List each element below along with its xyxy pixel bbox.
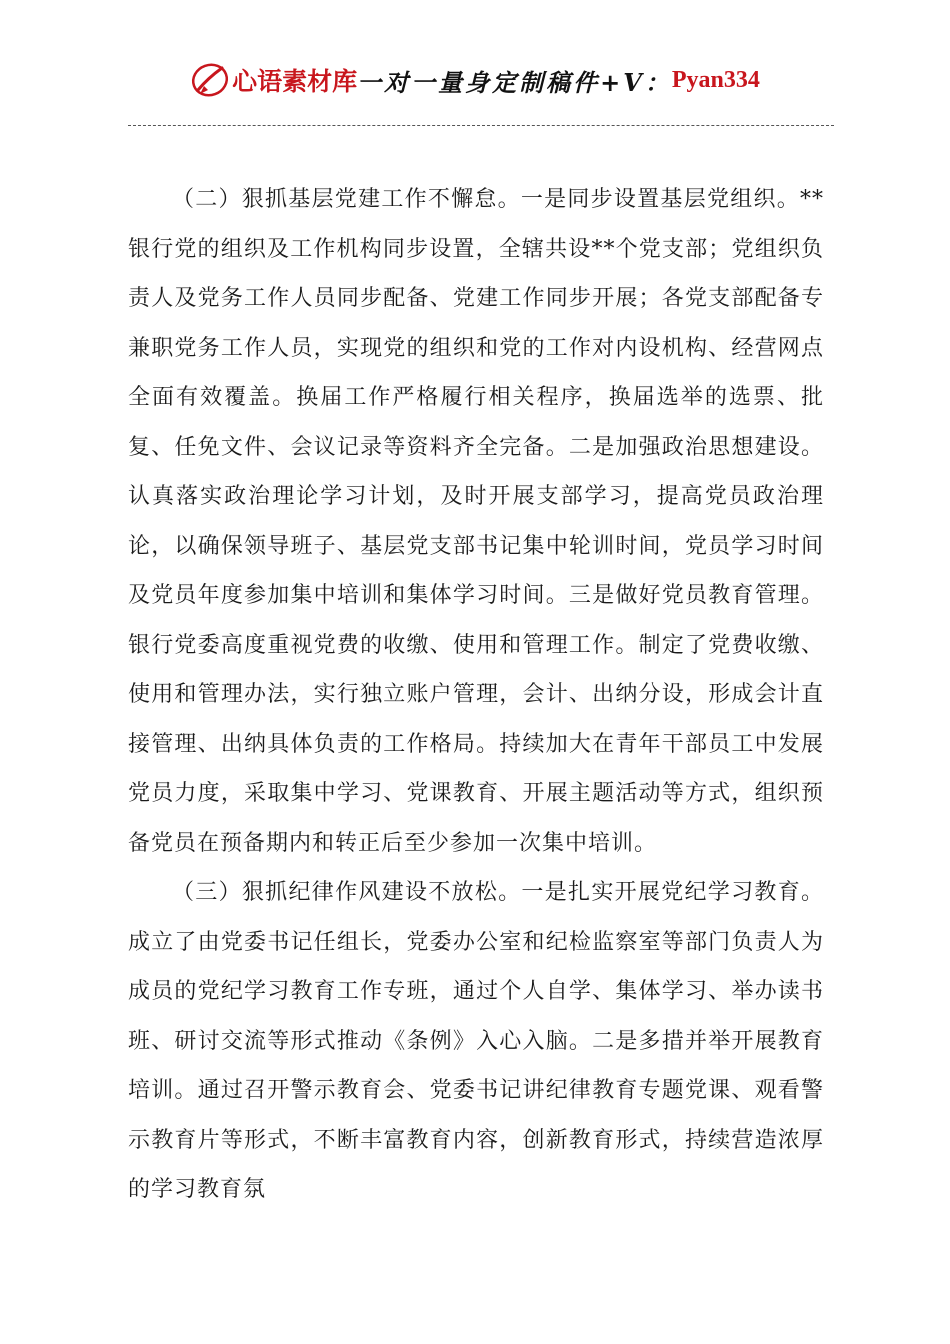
- paragraph-section-2: （二）狠抓基层党建工作不懈怠。一是同步设置基层党组织。**银行党的组织及工作机构同步设置，全辖共设**个党支部；党组织负责人及党务工作人员同步配备、党建工作同步开展；各党支部配备专兼职党务工作人员，实现党的组织和党的工作对内设机构、经营网点全面有效覆盖。换届工作严格履行相关程序，换届选举的选票、批复、任免文件、会议记录等资料齐全完备。二是加强政治思想建设。认真落实政治理论学习计划，及时开展支部学习，提高党员政治理论，以确保领导班子、基层党支部书记集中轮训时间，党员学习时间及党员年度参加集中培训和集体学习时间。三是做好党员教育管理。银行党委高度重视党费的收缴、使用和管理工作。制定了党费收缴、使用和管理办法，实行独立账户管理，会计、出纳分设，形成会计直接管理、出纳具体负责的工作格局。持续加大在青年干部员工中发展党员力度，采取集中学习、党课教育、开展主题活动等方式，组织预备党员在预备期内和转正后至少参加一次集中培训。: [128, 187, 824, 856]
- document-body: [128, 175, 824, 1215]
- contact-id: Pyan334: [671, 66, 760, 93]
- pen-swirl-logo-icon: [190, 60, 230, 100]
- header-divider: [128, 125, 834, 126]
- header-slogan: 一对一量身定制稿件+V：: [357, 67, 672, 97]
- brand-name: 心语素材库: [232, 67, 358, 96]
- page-header: [0, 58, 950, 102]
- paragraph-section-3: （三）狠抓纪律作风建设不放松。一是扎实开展党纪学习教育。成立了由党委书记任组长，党委办公室和纪检监察室等部门负责人为成员的党纪学习教育工作专班，通过个人自学、集体学习、举办读书班、研讨交流等形式推动《条例》入心入脑。二是多措并举开展教育培训。通过召开警示教育会、党委书记讲纪律教育专题党课、观看警示教育片等形式，不断丰富教育内容，创新教育形式，持续营造浓厚的学习教育氛: [128, 880, 824, 1202]
